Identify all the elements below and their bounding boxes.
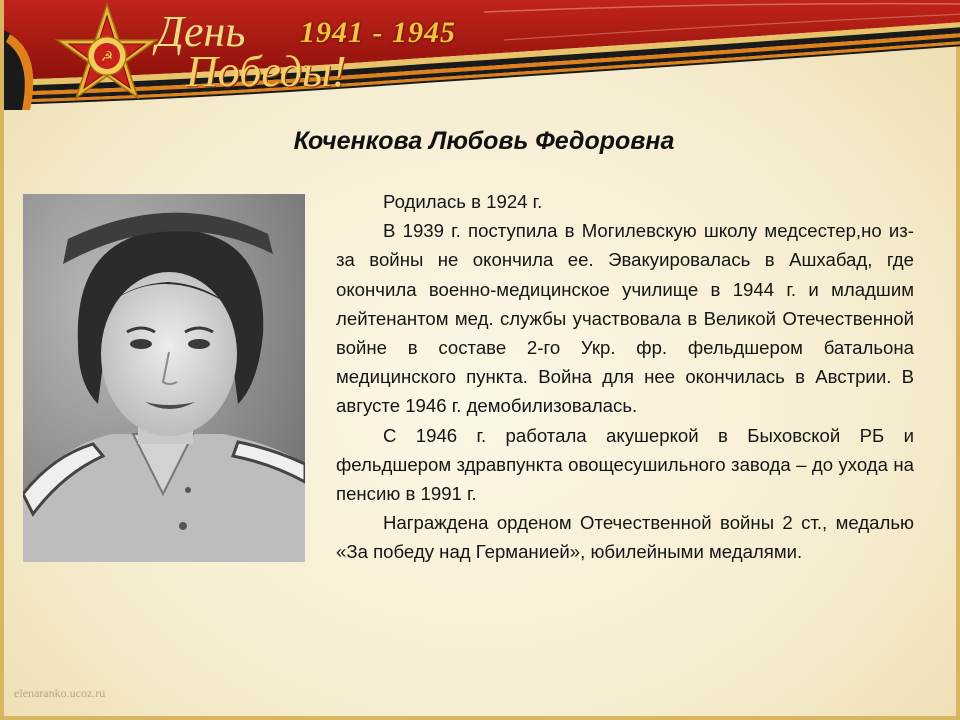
- order-patriotic-war-icon: [52, 2, 162, 110]
- person-name-title: [4, 127, 960, 156]
- banner-years: 1941 - 1945: [300, 16, 456, 49]
- header-banner: [4, 0, 960, 110]
- biography-text: [336, 187, 914, 567]
- banner-word-pobedy: Победы!: [186, 47, 347, 96]
- bio-paragraph: С 1946 г. работала акушеркой в Быховской РБ и фельдшером здравпункта овощесушильного завода – до ухода на пенсию в 1991 г.: [336, 424, 914, 505]
- bio-paragraph: В 1939 г. поступила в Могилевскую школу медсестер,но из-за войны не окончила ее. Эвакуировалась в Ашхабад, где окончила военно-медицинское училище в 1944 г. и младшим лейтенантом мед. службы участвовала в Великой Отечественной войне в составе 2-го Укр. фр. фельдшером батальона медицинского пункта. Война для нее окончилась в Австрии. В августе 1946 г. демобилизовалась.: [336, 220, 914, 417]
- banner-word-den: День: [156, 7, 246, 56]
- portrait-photo: [23, 194, 305, 562]
- svg-text:☭: ☭: [100, 49, 114, 65]
- portrait-image: [23, 194, 305, 562]
- source-watermark: elenaranko.ucoz.ru: [14, 686, 106, 700]
- bio-paragraph: Родилась в 1924 г.: [383, 191, 543, 212]
- person-name: Коченкова Любовь Федоровна: [293, 127, 675, 155]
- bio-paragraph: Награждена орденом Отечественной войны 2 ст., медалью «За победу над Германией», юбилейными медалями.: [336, 512, 914, 563]
